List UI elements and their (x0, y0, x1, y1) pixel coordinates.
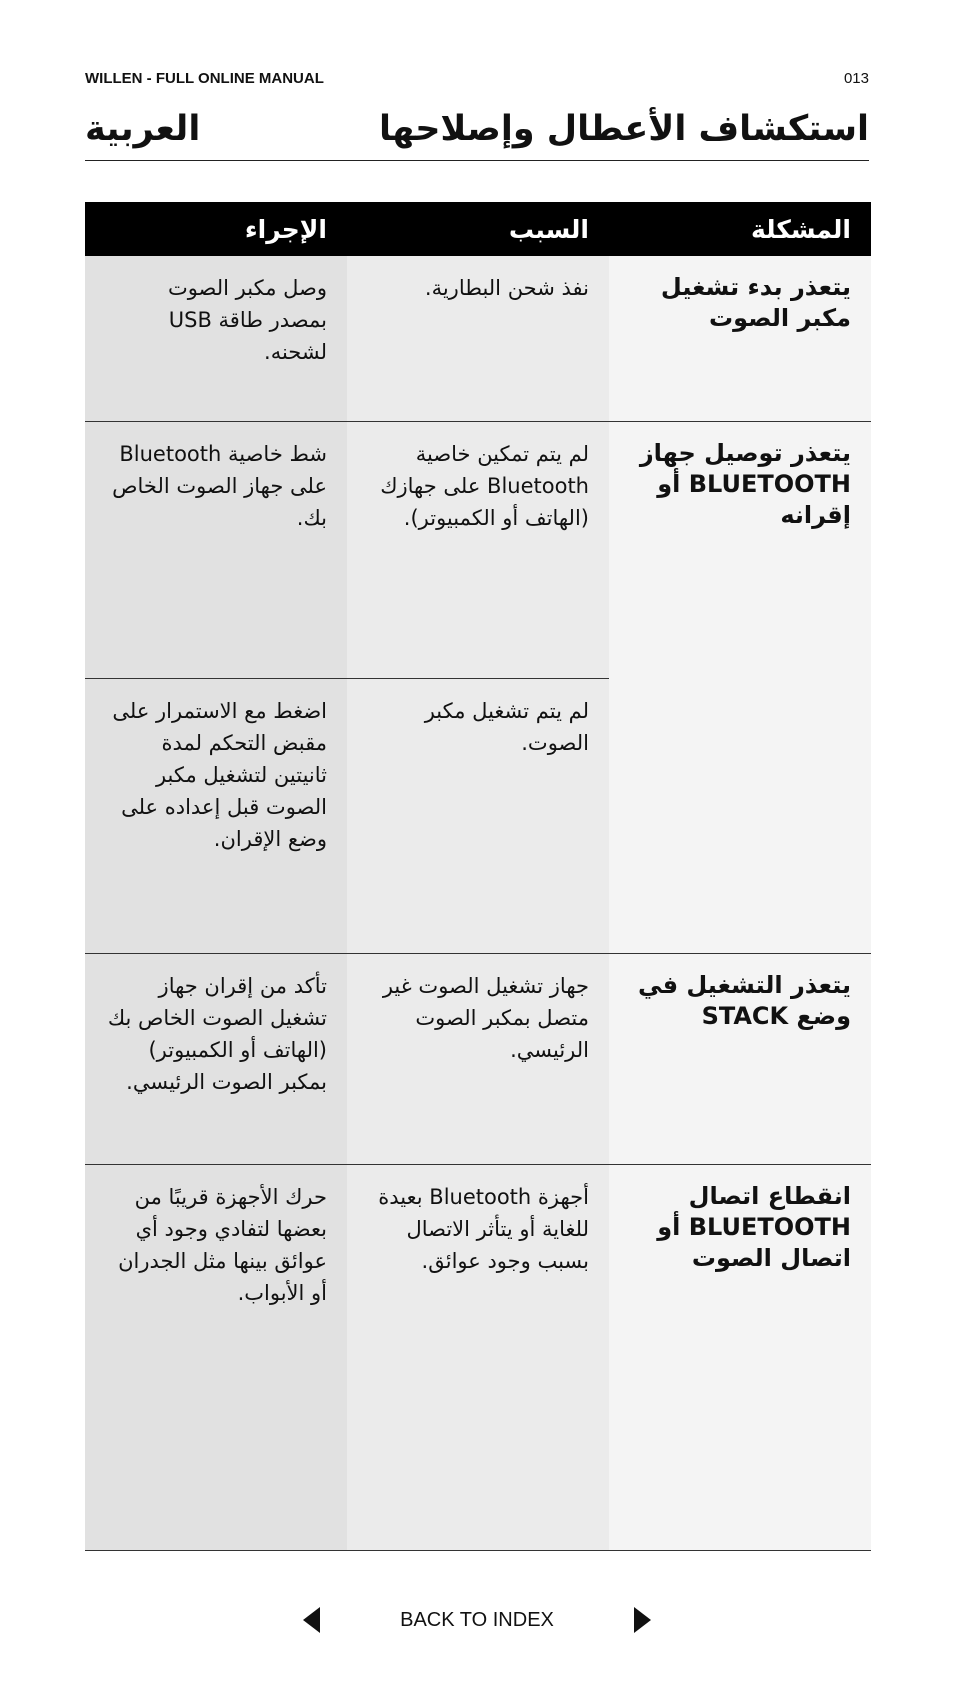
action-cell: وصل مكبر الصوت بمصدر طاقة USB لشحنه. (85, 256, 347, 421)
column-header-cause: السبب (347, 202, 609, 256)
table-row (85, 256, 871, 421)
title-row (85, 104, 869, 161)
troubleshooting-table (85, 202, 871, 1551)
manual-title: WILLEN - FULL ONLINE MANUAL (85, 69, 324, 87)
page-navigation (0, 1600, 954, 1640)
language-label: العربية (85, 109, 201, 149)
page-number: 013 (843, 69, 869, 87)
table-row (85, 953, 871, 1164)
page-header (85, 66, 869, 90)
triangle-right-icon[interactable] (634, 1607, 651, 1633)
column-header-problem: المشكلة (609, 202, 871, 256)
problem-cell: يتعذر التشغيل في وضع STACK (609, 953, 871, 1164)
back-to-index-link[interactable]: BACK TO INDEX (400, 1608, 554, 1631)
cause-cell: نفذ شحن البطارية. (347, 256, 609, 421)
action-cell: حرك الأجهزة قريبًا من بعضها لتفادي وجود أي عوائق بينها مثل الجدران أو الأبواب. (85, 1164, 347, 1550)
table-header-row (85, 202, 871, 256)
cause-cell: جهاز تشغيل الصوت غير متصل بمكبر الصوت الرئيسي. (347, 953, 609, 1164)
column-header-action: الإجراء (85, 202, 347, 256)
triangle-left-icon[interactable] (303, 1607, 320, 1633)
table-row (85, 1164, 871, 1550)
problem-cell: يتعذر توصيل جهاز BLUETOOTH أو إقرانه (609, 421, 871, 953)
problem-cell: يتعذر بدء تشغيل مكبر الصوت (609, 256, 871, 421)
section-title: استكشاف الأعطال وإصلاحها (378, 109, 869, 149)
cause-cell: لم يتم تمكين خاصية Bluetooth على جهازك (الهاتف أو الكمبيوتر). (347, 421, 609, 678)
cause-cell: أجهزة Bluetooth بعيدة للغاية أو يتأثر الاتصال بسبب وجود عوائق. (347, 1164, 609, 1550)
table-row (85, 421, 871, 678)
action-cell: اضغط مع الاستمرار على مقبض التحكم لمدة ثانيتين لتشغيل مكبر الصوت قبل إعداده على وضع الإقران. (85, 678, 347, 953)
problem-cell: انقطاع اتصال BLUETOOTH أو اتصال الصوت (609, 1164, 871, 1550)
action-cell: شط خاصية Bluetooth على جهاز الصوت الخاص بك. (85, 421, 347, 678)
action-cell: تأكد من إقران جهاز تشغيل الصوت الخاص بك (الهاتف أو الكمبيوتر) بمكبر الصوت الرئيسي. (85, 953, 347, 1164)
cause-cell: لم يتم تشغيل مكبر الصوت. (347, 678, 609, 953)
